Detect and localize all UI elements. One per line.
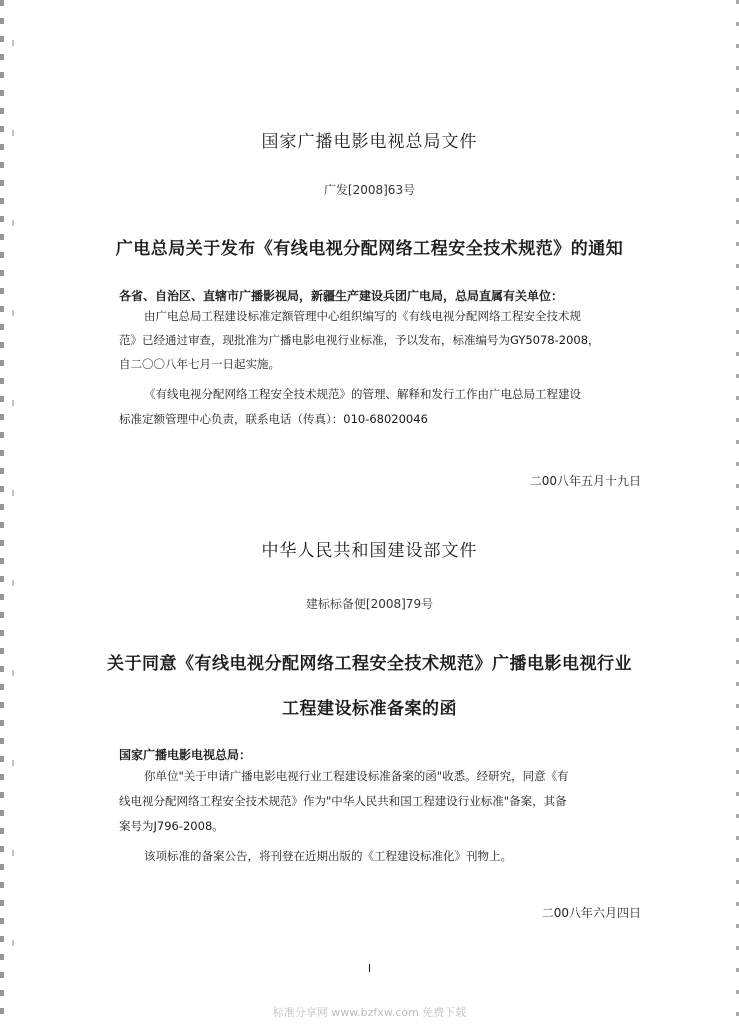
doc1-body-line: 标准定额管理中心负责，联系电话（传真）：010-68020046 xyxy=(119,412,428,426)
scan-edge-left xyxy=(0,0,4,1024)
doc2-number: 建标标备便[2008]79号 xyxy=(305,597,434,611)
doc2-title-line1: 关于同意《有线电视分配网络工程安全技术规范》广播电影电视行业 xyxy=(107,654,632,674)
doc2-title-line2: 工程建设标准备案的函 xyxy=(282,699,457,719)
scan-edge-left-inner xyxy=(12,0,14,1024)
doc1-body-line: 范》已经通过审查，现批准为广播电影电视行业标准，予以发布，标准编号为GY5078-2008， xyxy=(119,333,600,347)
page-number: I xyxy=(367,962,372,975)
doc1-title: 广电总局关于发布《有线电视分配网络工程安全技术规范》的通知 xyxy=(115,239,624,259)
doc2-heading: 中华人民共和国建设部文件 xyxy=(261,541,478,561)
doc1-addressee: 各省、自治区、直辖市广播影视局，新疆生产建设兵团广电局，总局直属有关单位： xyxy=(119,289,564,303)
doc2-body-line: 案号为J796-2008。 xyxy=(119,819,224,833)
doc2-addressee: 国家广播电影电视总局： xyxy=(119,748,252,762)
doc1-body-line: 自二〇〇八年七月一日起实施。 xyxy=(119,357,280,371)
doc2-date: 二00八年六月四日 xyxy=(541,906,641,920)
doc2-body-line: 你单位"关于申请广播电影电视行业工程建设标准备案的函"收悉。经研究，同意《有 xyxy=(144,769,569,783)
doc2-body-line: 线电视分配网络工程安全技术规范》作为"中华人民共和国工程建设行业标准"备案，其备 xyxy=(119,794,567,808)
doc1-heading: 国家广播电影电视总局文件 xyxy=(261,132,478,152)
doc1-body-line: 由广电总局工程建设标准定额管理中心组织编写的《有线电视分配网络工程安全技术规 xyxy=(144,309,581,323)
site-watermark: 标准分享网 www.bzfxw.com 免费下载 xyxy=(272,1006,467,1019)
doc1-date: 二00八年五月十九日 xyxy=(529,474,641,488)
doc2-body-line: 该项标准的备案公告，将刊登在近期出版的《工程建设标准化》刊物上。 xyxy=(144,849,512,863)
doc1-body-line: 《有线电视分配网络工程安全技术规范》的管理、解释和发行工作由广电总局工程建设 xyxy=(144,387,581,401)
doc1-number: 广发[2008]63号 xyxy=(323,183,416,197)
